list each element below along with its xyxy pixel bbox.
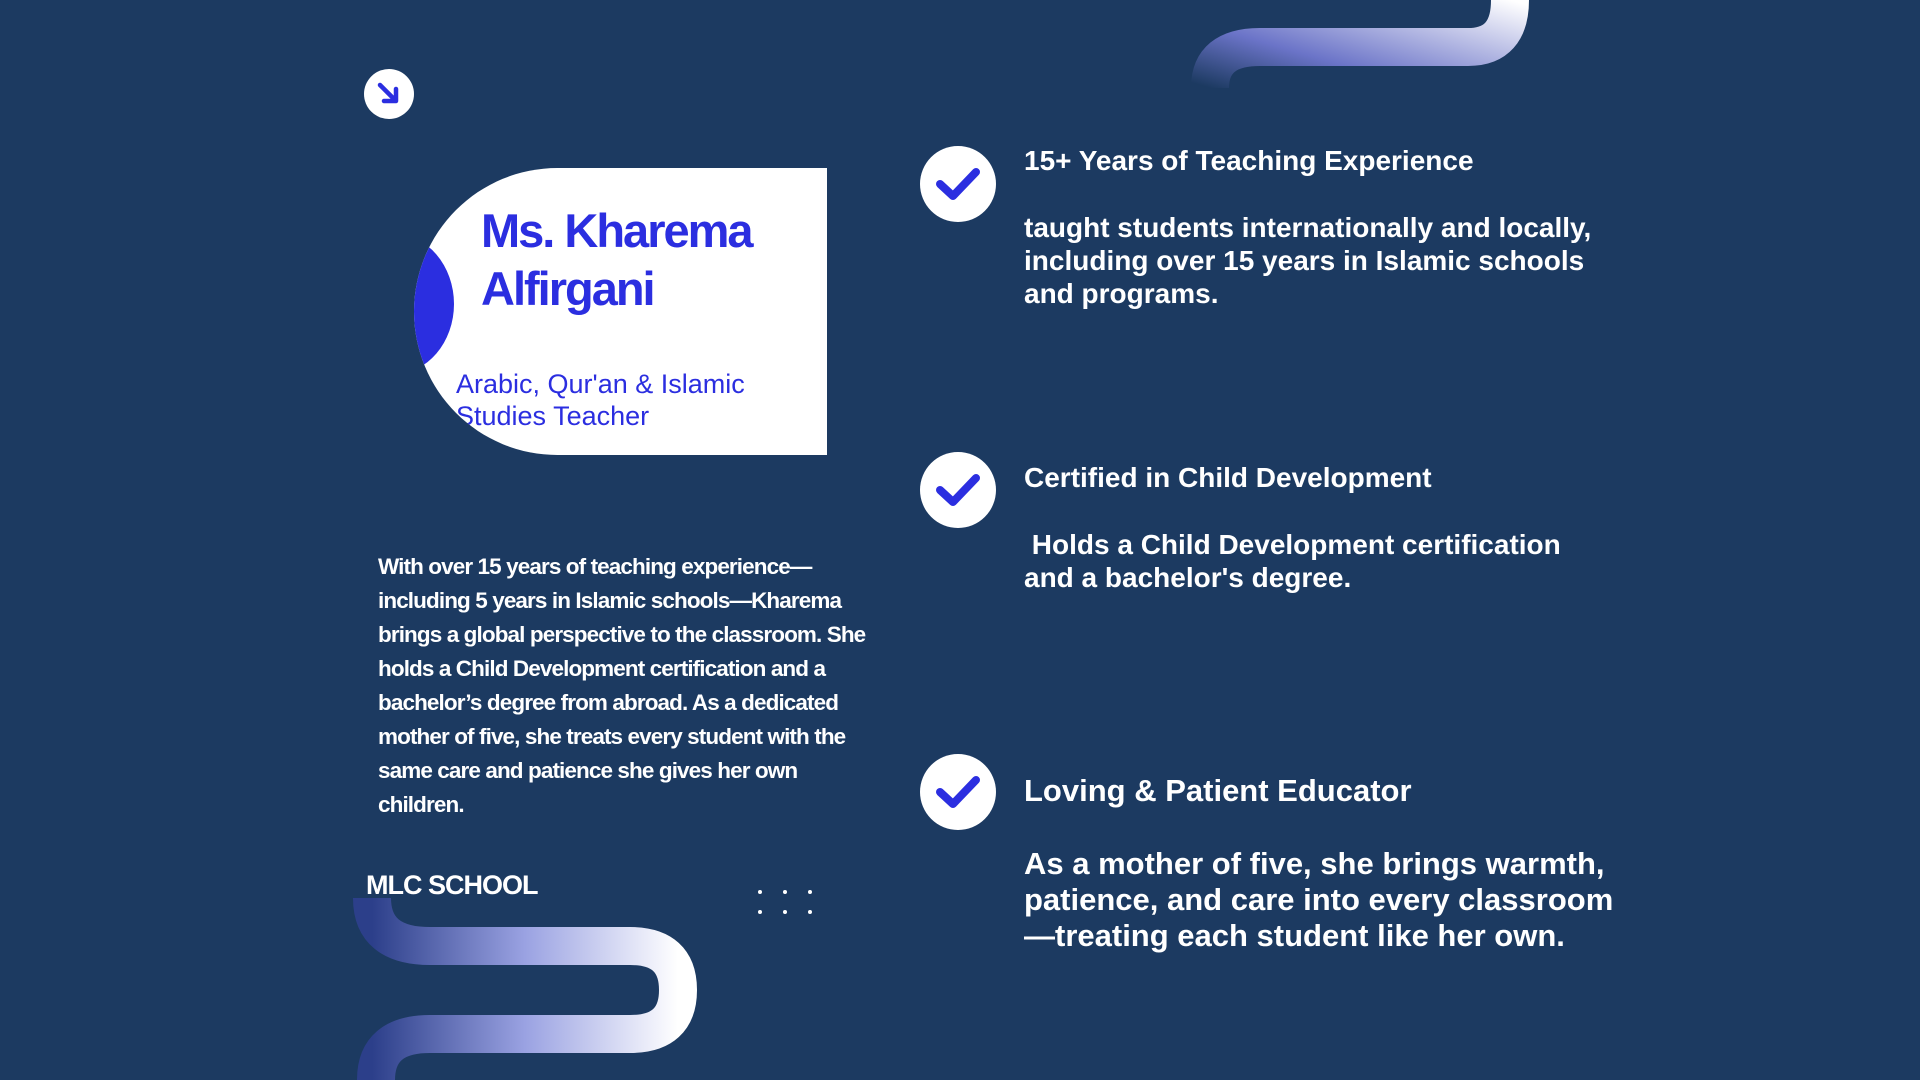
check-icon — [934, 470, 982, 510]
feature-2-title: Certified in Child Development — [1024, 462, 1432, 493]
feature-1-title: 15+ Years of Teaching Experience — [1024, 145, 1474, 176]
accent-shape — [414, 234, 454, 374]
arrow-badge[interactable] — [364, 69, 414, 119]
feature-3-title: Loving & Patient Educator — [1024, 773, 1412, 808]
top-wave — [1210, 0, 1510, 88]
feature-2-check — [920, 452, 996, 528]
feature-3-check — [920, 754, 996, 830]
feature-1-description: taught students internationally and locally, including over 15 years in Islamic schools and programs. — [1024, 212, 1592, 309]
teacher-role: Arabic, Qur'an & Islamic Studies Teacher — [456, 369, 745, 431]
school-brand: MLC SCHOOL — [366, 870, 538, 900]
teacher-name-card — [414, 168, 827, 455]
teacher-name: Ms. Kharema Alfirgani — [481, 204, 752, 315]
teacher-bio: With over 15 years of teaching experience—including 5 years in Islamic schools—Kharema brings a global perspective to the classroom. She holds a Child Development certification and a bachelor’s degree from abroad. As a dedicated mother of five, she treats every student with the same care and patience she gives her own children. — [378, 554, 866, 817]
dots-grid-icon — [755, 887, 815, 917]
feature-2-description: Holds a Child Development certification and a bachelor's degree. — [1024, 529, 1569, 593]
bottom-wave — [372, 898, 678, 1080]
arrow-down-right-icon — [374, 79, 404, 109]
check-icon — [934, 164, 982, 204]
feature-1-check — [920, 146, 996, 222]
feature-3-description: As a mother of five, she brings warmth, patience, and care into every classroom—treating each student like her own. — [1024, 846, 1614, 953]
check-icon — [934, 772, 982, 812]
